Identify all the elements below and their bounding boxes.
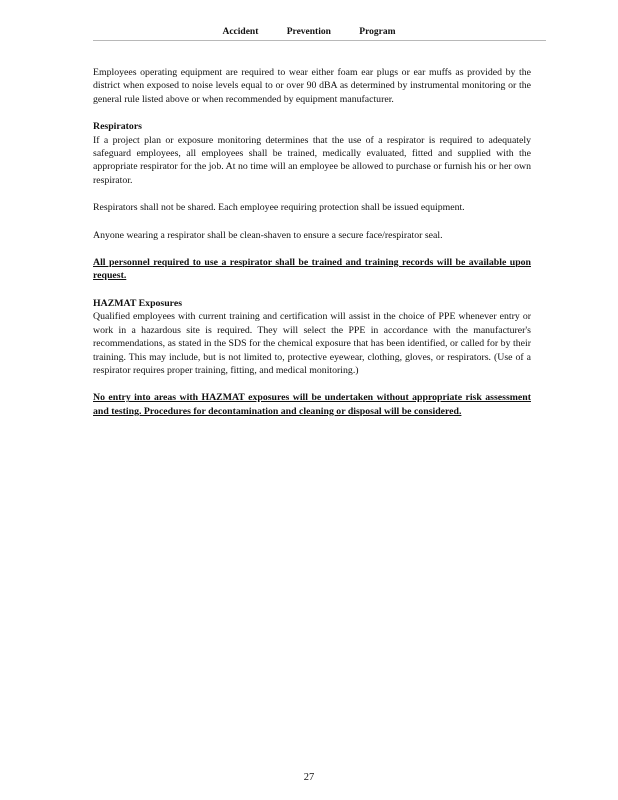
hazmat-heading: HAZMAT Exposures — [93, 297, 183, 309]
clean-shaven-paragraph: Anyone wearing a respirator shall be clean-shaven to ensure a secure face/respirator seal. — [93, 229, 443, 241]
noise-protection-paragraph: Employees operating equipment are required to wear either foam ear plugs or ear muffs as provided by the district when exposed to noise levels equal to or over 90 dBA as determined by instrumental monitoring or the general rule listed above or when recommended by equipment manufacturer. — [93, 67, 531, 105]
header-divider — [93, 40, 546, 41]
hazmat-entry-note: No entry into areas with HAZMAT exposures will be undertaken without appropriate risk assessment and testing. Procedures for decontamination and cleaning or disposal will be considered. — [93, 392, 531, 417]
document-body — [93, 66, 531, 418]
page-number: 27 — [303, 772, 315, 783]
respirators-paragraph: If a project plan or exposure monitoring determines that the use of a respirator is required to adequately safeguard employees, all employees shall be trained, medically evaluated, fitted and supplied with the appropriate respirator for the job. At no time will an employee be allowed to purchase or furnish his or her own respirator. — [93, 134, 531, 186]
respirators-not-shared-paragraph: Respirators shall not be shared. Each employee requiring protection shall be issued equipment. — [93, 202, 465, 214]
respirator-training-note: All personnel required to use a respirator shall be trained and training records will be available upon request. — [93, 257, 531, 282]
hazmat-paragraph: Qualified employees with current training and certification will assist in the choice of PPE whenever entry or work in a hazardous site is required. They will select the PPE in accordance with the manufacturer's recommendations, as stated in the SDS for the chemical exposure that has been identified, or called for by their training. This may include, but is not limited to, protective eyewear, clothing, gloves, or respirators. (Use of a respirator requires proper training, fitting, and medical monitoring.) — [93, 311, 531, 376]
respirators-heading: Respirators — [93, 121, 142, 133]
page-header-title: Accident Prevention Program — [222, 27, 396, 37]
